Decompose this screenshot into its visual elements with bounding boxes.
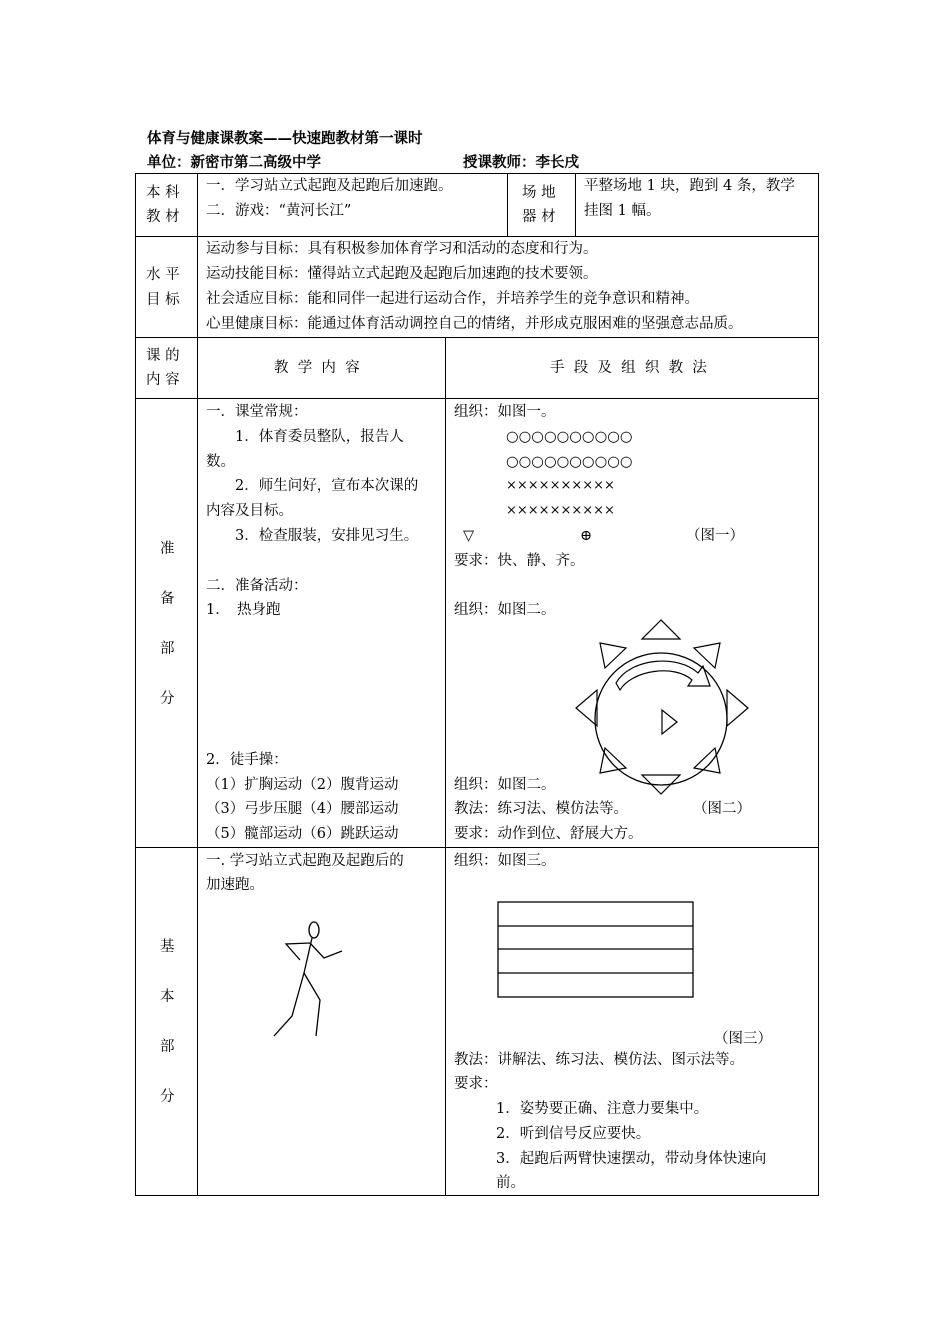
row3-label-line1: 课 的 [146,348,180,364]
fig2-caption: （图二） [693,801,751,817]
prep-left2-3: （3）弓步压腿（4）腰部运动 [206,801,399,817]
col-header-method: 手 段 及 组 织 教 法 [550,360,707,376]
basic-req-3: 3．起跑后两臂快速摆动，带动身体快速向 [496,1151,767,1167]
row1-label-line2: 教 材 [146,209,180,225]
basic-org3: 组织：如图三。 [454,853,556,869]
goal-social: 社会适应目标：能和同伴一起进行运动合作，并培养学生的竞争意识和精神。 [206,291,699,307]
formation-row-2: ○○○○○○○○○○ [506,454,633,470]
goal-participation: 运动参与目标：具有积极参加体育学习和活动的态度和行为。 [206,241,598,257]
prep-label-4: 分 [160,691,175,707]
prep-left-2: 1．体育委员整队，报告人 [206,429,404,445]
fig3-caption: （图三） [714,1031,772,1047]
prep-req2: 要求：动作到位、舒展大方。 [454,826,643,842]
fig2-diagram [570,618,760,798]
basic-req-title: 要求： [454,1076,498,1092]
basic-label-1: 基 [160,939,175,955]
prep-left2-4: （5）髋部运动（6）跳跃运动 [206,826,399,842]
basic-label-2: 本 [160,989,175,1005]
row2-label-line2: 目 标 [146,292,180,308]
venue-content-2: 挂图 1 幅。 [584,203,661,219]
prep-req1: 要求：快、静、齐。 [454,553,585,569]
prep-label-2: 备 [160,591,175,607]
teacher-label: 授课教师：李长戌 [463,155,579,171]
document-title: 体育与健康课教案——快速跑教材第一课时 [147,131,423,147]
prep-label-1: 准 [160,541,175,557]
prep-left-5: 内容及目标。 [206,503,293,519]
basic-left-1: 一. 学习站立式起跑及起跑后的 [206,853,404,869]
basic-left-2: 加速跑。 [206,877,264,893]
fig1-caption: （图一） [686,528,744,544]
basic-req-2: 2．听到信号反应要快。 [496,1126,651,1142]
prep-left2-1: 2．徒手操： [206,752,288,768]
row1-label-line1: 本 科 [146,185,180,201]
prep-label-3: 部 [160,641,175,657]
prep-left-9: 1． 热身跑 [206,602,281,618]
basic-label-4: 分 [160,1089,175,1105]
fig3-track-diagram [497,901,695,999]
venue-content-1: 平整场地 1 块，跑到 4 条，教学 [584,178,795,194]
teacher-triangle-icon: ▽ [463,528,475,544]
row2-label-line1: 水 平 [146,267,180,283]
prep-org2: 组织：如图二。 [454,602,556,618]
prep-left2-2: （1）扩胸运动（2）腹背运动 [206,777,399,793]
col-header-content: 教 学 内 容 [274,360,360,376]
venue-label-line1: 场 地 [522,185,556,201]
prep-right-org1: 组织：如图一。 [454,404,556,420]
prep-left-4: 2．师生问好，宣布本次课的 [206,478,419,494]
goal-skill: 运动技能目标：懂得站立式起跑及起跑后加速跑的技术要领。 [206,266,598,282]
basic-method3: 教法：讲解法、练习法、模仿法、图示法等。 [454,1052,744,1068]
formation-row-3: ×××××××××× [506,478,615,493]
venue-label-line2: 器 材 [522,209,556,225]
formation-row-1: ○○○○○○○○○○ [506,429,633,445]
runner-figure [268,918,348,1043]
unit-label: 单位：新密市第二高级中学 [147,155,321,171]
row3-label-line2: 内 容 [146,372,180,388]
basic-req-1: 1．姿势要正确、注意力要集中。 [496,1101,709,1117]
row1-content-1: 一．学习站立式起跑及起跑后加速跑。 [206,178,453,194]
row1-content-2: 二．游戏：“黄河长江” [206,203,352,219]
prep-org2b: 组织：如图二。 [454,777,556,793]
prep-left-3: 数。 [206,454,235,470]
prep-left-1: 一．课堂常规： [206,404,308,420]
prep-left-8: 二．准备活动： [206,578,308,594]
basic-label-3: 部 [160,1039,175,1055]
basic-req-3-tail: 前。 [496,1175,525,1191]
prep-method2: 教法：练习法、模仿法等。 [454,801,628,817]
formation-row-4: ×××××××××× [506,503,615,518]
prep-left-6: 3．检查服装，安排见习生。 [206,528,419,544]
center-cross-icon: ⊕ [580,528,593,544]
goal-mental: 心里健康目标：能通过体育活动调控自己的情绪，并形成克服困难的坚强意志品质。 [206,316,743,332]
